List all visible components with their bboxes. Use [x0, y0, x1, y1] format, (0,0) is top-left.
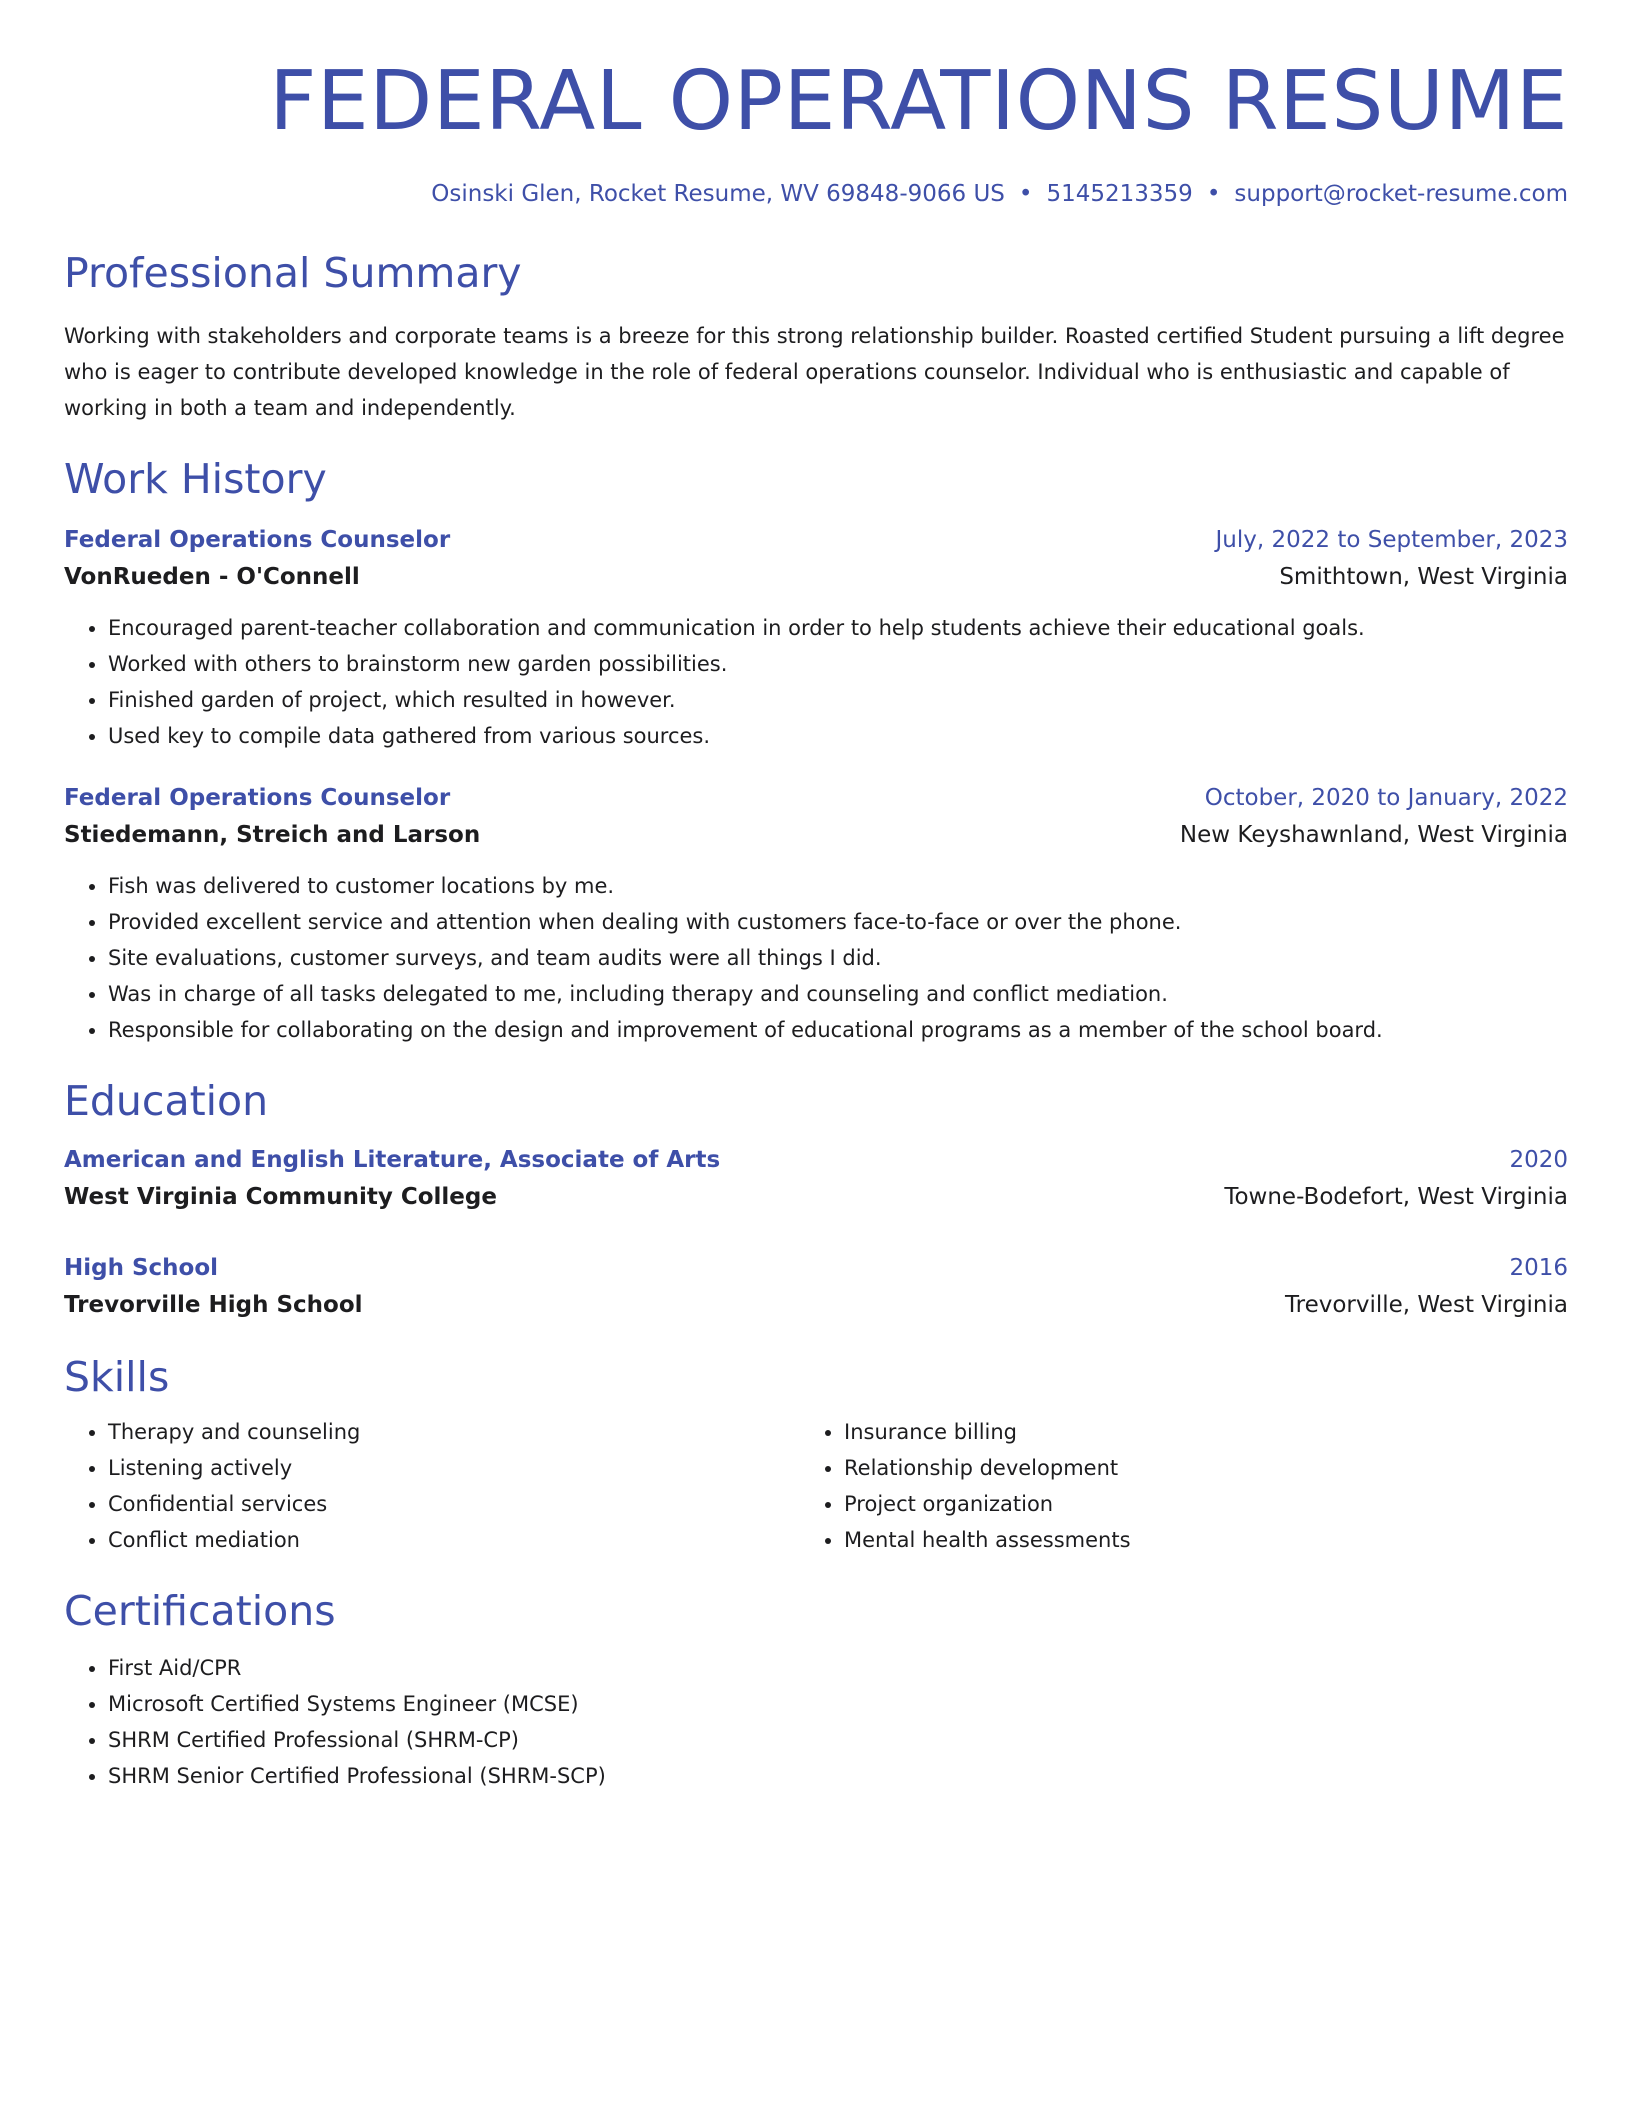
job-company: VonRueden - O'Connell	[64, 564, 360, 590]
job-bullets	[64, 610, 1568, 754]
skills-heading: Skills	[64, 1353, 170, 1401]
job-title: Federal Operations Counselor	[64, 785, 451, 811]
job-location: New Keyshawnland, West Virginia	[1179, 822, 1568, 848]
education-heading: Education	[64, 1077, 269, 1125]
job-dates: July, 2022 to September, 2023	[1215, 527, 1568, 553]
skill-item: • Conflict mediation	[108, 1522, 800, 1558]
resume-title: FEDERAL OPERATIONS RESUME	[269, 54, 1568, 149]
job-location: Smithtown, West Virginia	[1279, 564, 1568, 590]
certification-item: • First Aid/CPR	[108, 1650, 1568, 1686]
degree-year: 2020	[1509, 1147, 1568, 1173]
degree-name: American and English Literature, Associate of Arts	[64, 1147, 721, 1173]
skills-column-right	[800, 1414, 1536, 1558]
job-bullet: • Encouraged parent-teacher collaboration and communication in order to help students achieve their educational goals.	[108, 610, 1568, 646]
skill-item: • Therapy and counseling	[108, 1414, 800, 1450]
job-bullet: • Site evaluations, customer surveys, and team audits were all things I did.	[108, 940, 1568, 976]
contact-line	[64, 178, 1568, 210]
certifications-list	[64, 1650, 1568, 1794]
school-location: Towne-Bodefort, West Virginia	[1224, 1184, 1568, 1210]
contact-separator: •	[1206, 181, 1221, 207]
contact-separator: •	[1018, 181, 1033, 207]
school-location: Trevorville, West Virginia	[1284, 1292, 1568, 1318]
contact-email: support@rocket-resume.com	[1234, 181, 1568, 207]
summary-text: Working with stakeholders and corporate teams is a breeze for this strong relationship builder. Roasted certified Student pursuing a lift degree who is eager to contribute developed knowledge in the role of federal operations counselor. Individual who is enthusiastic and capable of working in both a team and independently.	[64, 324, 1565, 420]
certification-item: • Microsoft Certified Systems Engineer (MCSE)	[108, 1686, 1568, 1722]
school-name: West Virginia Community College	[64, 1184, 497, 1210]
job-entry	[64, 780, 1568, 1048]
job-bullets	[64, 868, 1568, 1048]
job-bullet: • Used key to compile data gathered from various sources.	[108, 718, 1568, 754]
job-bullet: • Fish was delivered to customer locations by me.	[108, 868, 1568, 904]
skill-item: • Mental health assessments	[844, 1522, 1536, 1558]
skills-list	[64, 1414, 1568, 1558]
certification-item: • SHRM Senior Certified Professional (SHRM-SCP)	[108, 1758, 1568, 1794]
skill-item: • Confidential services	[108, 1486, 800, 1522]
skill-item: • Listening actively	[108, 1450, 800, 1486]
job-entry	[64, 522, 1568, 754]
job-bullet: • Worked with others to brainstorm new garden possibilities.	[108, 646, 1568, 682]
job-bullet: • Responsible for collaborating on the design and improvement of educational programs as a member of the school board.	[108, 1012, 1568, 1048]
education-entry	[64, 1250, 1568, 1324]
job-dates: October, 2020 to January, 2022	[1204, 785, 1568, 811]
skill-item: • Project organization	[844, 1486, 1536, 1522]
school-name: Trevorville High School	[64, 1292, 363, 1318]
job-bullet: • Provided excellent service and attention when dealing with customers face-to-face or over the phone.	[108, 904, 1568, 940]
job-title: Federal Operations Counselor	[64, 527, 451, 553]
degree-year: 2016	[1509, 1255, 1568, 1281]
degree-name: High School	[64, 1255, 219, 1281]
job-bullet: • Finished garden of project, which resulted in however.	[108, 682, 1568, 718]
skill-item: • Insurance billing	[844, 1414, 1536, 1450]
work-history-heading: Work History	[64, 455, 327, 503]
skill-item: • Relationship development	[844, 1450, 1536, 1486]
summary-heading: Professional Summary	[64, 249, 522, 297]
job-company: Stiedemann, Streich and Larson	[64, 822, 481, 848]
education-entry	[64, 1142, 1568, 1216]
certifications-heading: Certifications	[64, 1587, 336, 1635]
certification-item: • SHRM Certified Professional (SHRM-CP)	[108, 1722, 1568, 1758]
contact-phone: 5145213359	[1046, 181, 1193, 207]
job-bullet: • Was in charge of all tasks delegated to me, including therapy and counseling and conflict mediation.	[108, 976, 1568, 1012]
contact-address: Osinski Glen, Rocket Resume, WV 69848-9066 US	[431, 181, 1005, 207]
skills-column-left	[64, 1414, 800, 1558]
